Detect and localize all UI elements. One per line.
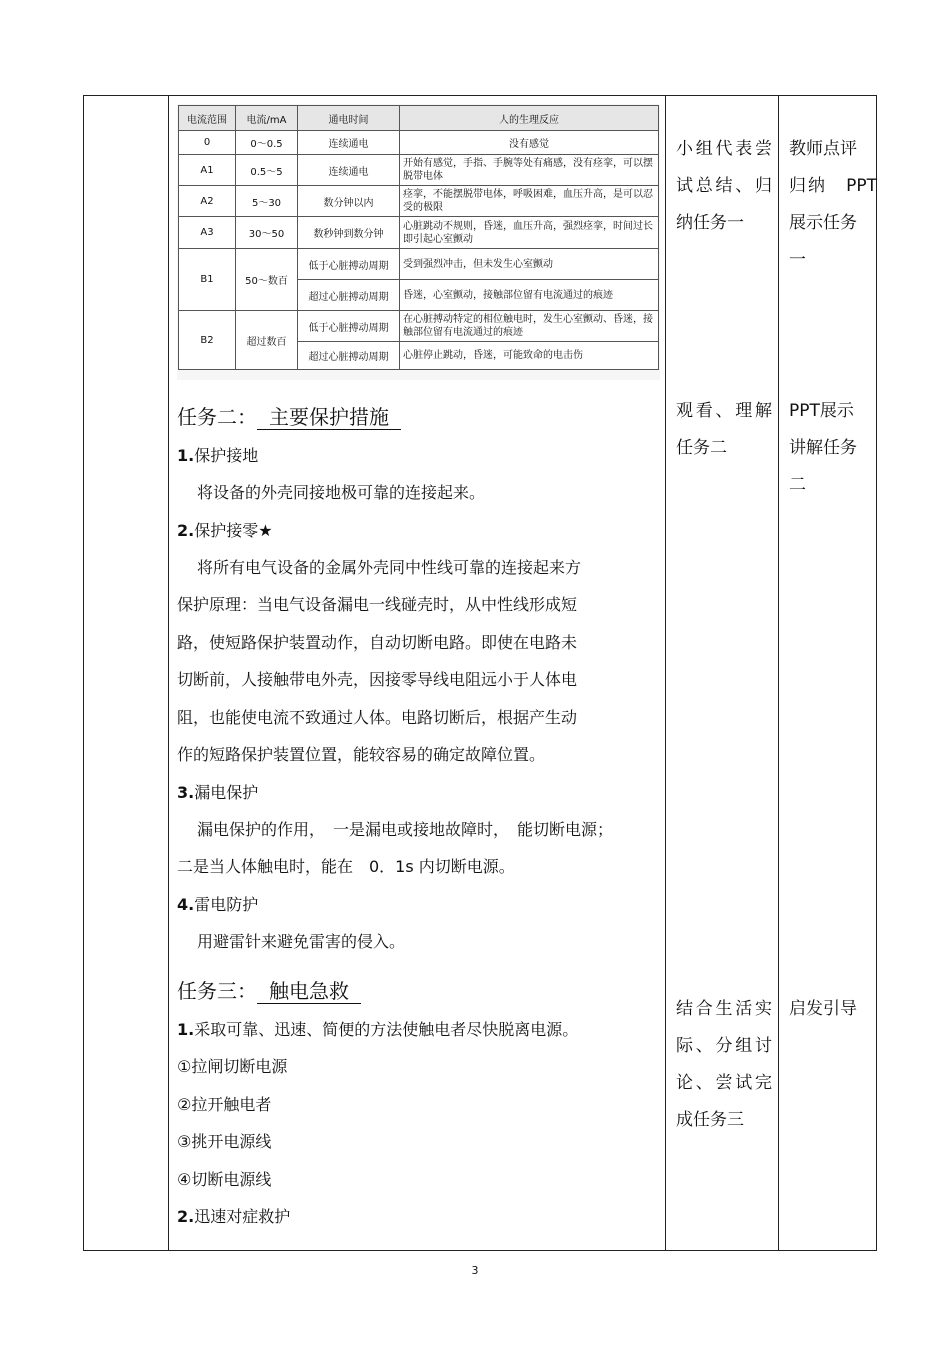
task2-item3-heading: 3.漏电保护 (177, 782, 259, 802)
table-row (179, 217, 659, 249)
table-cell: 心脏停止跳动，昏迷，可能致命的电击伤 (400, 342, 659, 370)
table-header: 人的生理反应 (400, 106, 659, 131)
table-header: 通电时间 (298, 106, 400, 131)
table-cell: 超过心脏搏动周期 (298, 342, 400, 370)
table-cell: 0～0.5 (236, 131, 298, 155)
task2-item2-line: 阻，也能使电流不致通过人体。电路切断后，根据产生动 (177, 707, 578, 727)
table-cell: 在心脏搏动特定的相位触电时，发生心室颤动、昏迷，接触部位留有电流通过的痕迹 (400, 311, 659, 342)
student-activity-1: 小组代表尝 试总结、归 纳任务一 (676, 139, 772, 233)
table-cell: A1 (179, 155, 236, 186)
table-cell: 超过数百 (236, 311, 298, 370)
table-cell: 昏迷，心室颤动，接触部位留有电流通过的痕迹 (400, 280, 659, 311)
column-divider-2 (665, 95, 666, 1251)
table-cell: A3 (179, 217, 236, 249)
table-cell: 低于心脏搏动周期 (298, 249, 400, 280)
task2-item4-text: 用避雷针来避免雷害的侵入。 (197, 931, 406, 951)
teacher-activity-2: PPT展示 讲解任务 二 (789, 401, 857, 495)
task3-item1-heading: 1.采取可靠、迅速、简便的方法使触电者尽快脱离电源。 (177, 1020, 579, 1039)
task3-heading (177, 978, 661, 1004)
table-header: 电流/mA (236, 106, 298, 131)
task2-item1-text: 将设备的外壳同接地极可靠的连接起来。 (197, 483, 486, 502)
task3-title: 触电急救 (257, 979, 361, 1004)
task2-item2-line: 将所有电气设备的金属外壳同中性线可靠的连接起来方 (197, 557, 582, 577)
task2-item2-line: 切断前，人接触带电外壳，因接零导线电阻远小于人体电 (177, 670, 578, 689)
table-header: 电流范围 (179, 106, 236, 131)
task3-item2-heading: 2.迅速对症救护 (177, 1207, 291, 1226)
current-effect-table (177, 104, 660, 380)
table-cell: B1 (179, 249, 236, 311)
task2-item2-line: 作的短路保护装置位置，能较容易的确定故障位置。 (177, 745, 546, 764)
table-cell: 数分钟以内 (298, 186, 400, 217)
table-cell: 30～50 (236, 217, 298, 249)
task2-item3-line: 二是当人体触电时，能在 0．1s 内切断电源。 (177, 857, 515, 876)
table-cell: 0 (179, 131, 236, 155)
column-divider-1 (168, 95, 169, 1251)
task2-prefix: 任务二： (177, 405, 257, 429)
task2-item2-line: 路，使短路保护装置动作，自动切断电路。即使在电路未 (177, 632, 578, 652)
table-row (179, 155, 659, 186)
table-row (179, 311, 659, 342)
table-cell: A2 (179, 186, 236, 217)
student-activity-2: 观看、理解 任务二 (676, 401, 772, 458)
table-cell: 受到强烈冲击，但未发生心室颤动 (400, 249, 659, 280)
table-cell: 连续通电 (298, 155, 400, 186)
table-cell: 0.5～5 (236, 155, 298, 186)
task2-item2-heading: 2.保护接零★ (177, 520, 273, 540)
table-row (179, 131, 659, 155)
table-cell: 数秒钟到数分钟 (298, 217, 400, 249)
task2-item2-line: 保护原理：当电气设备漏电一线碰壳时，从中性线形成短 (177, 595, 578, 614)
teacher-activity-1: 教师点评 归纳 PPT 展示任务 一 (789, 139, 877, 270)
teacher-activity-3: 启发引导 (789, 999, 857, 1019)
task2-item4-heading: 4.雷电防护 (177, 894, 259, 914)
table-cell: 开始有感觉，手指、手腕等处有痛感，没有痉挛，可以摆脱带电体 (400, 155, 659, 186)
student-activity-3: 结合生活实 际、分组讨 论、尝试完 成任务三 (676, 999, 772, 1130)
task3-step: ④切断电源线 (177, 1169, 272, 1189)
task3-step: ②拉开触电者 (177, 1094, 272, 1114)
task3-step: ③挑开电源线 (177, 1132, 272, 1151)
table-row (179, 249, 659, 280)
table-header-row (179, 106, 659, 131)
table-cell: 5～30 (236, 186, 298, 217)
task3-section (177, 978, 661, 1235)
task2-title: 主要保护措施 (257, 405, 401, 430)
table-cell: 心脏跳动不规则，昏迷，血压升高，强烈痉挛，时间过长即引起心室颤动 (400, 217, 659, 249)
table-cell: 50～数百 (236, 249, 298, 311)
table-cell: 痉挛，不能摆脱带电体，呼吸困难，血压升高，是可以忍受的极限 (400, 186, 659, 217)
task2-section (177, 404, 661, 960)
task2-item1-heading: 1.保护接地 (177, 446, 259, 465)
task3-prefix: 任务三： (177, 979, 257, 1003)
task2-heading (177, 404, 661, 430)
table-cell: 连续通电 (298, 131, 400, 155)
table-row (179, 186, 659, 217)
page-number: 3 (471, 1264, 479, 1277)
column-divider-3 (778, 95, 779, 1251)
task2-item3-line: 漏电保护的作用， 一是漏电或接地故障时， 能切断电源； (197, 819, 614, 839)
table-cell: B2 (179, 311, 236, 370)
table-cell: 没有感觉 (400, 131, 659, 155)
table-cell: 超过心脏搏动周期 (298, 280, 400, 311)
task3-step: ①拉闸切断电源 (177, 1057, 288, 1076)
table-cell: 低于心脏搏动周期 (298, 311, 400, 342)
